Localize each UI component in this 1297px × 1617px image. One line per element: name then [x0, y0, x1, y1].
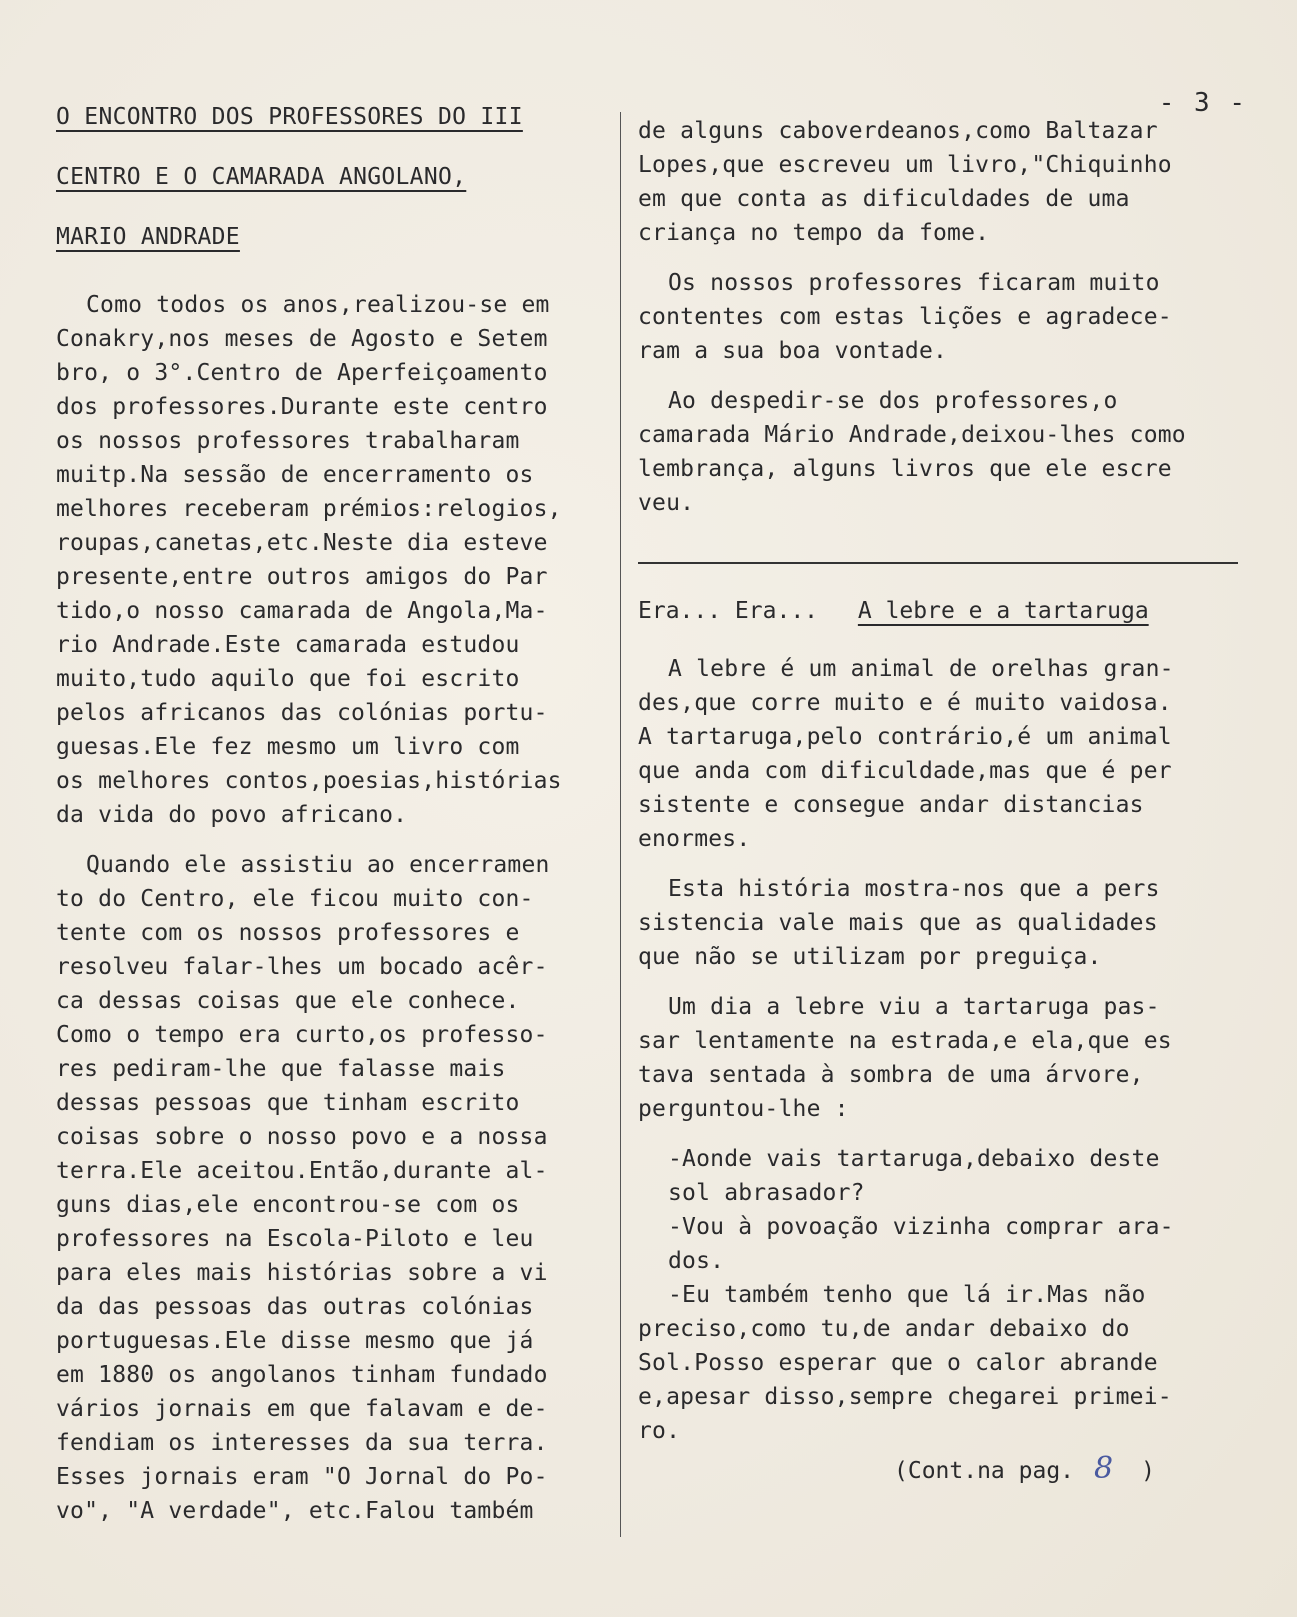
section-separator	[638, 562, 1238, 564]
story-paragraph: Um dia a lebre viu a tartaruga pas- sar lentamente na estrada,e ela,que es tava sentada à sombra de uma árvore, perguntou-lhe :	[638, 994, 1172, 1122]
continuation-prefix: (Cont.na pag.	[894, 1458, 1075, 1484]
right-column	[638, 114, 1258, 1488]
story-title: A lebre e a tartaruga	[857, 598, 1149, 624]
article-body	[56, 288, 616, 1528]
column-divider	[620, 112, 621, 1537]
dialogue-line: -Eu também tenho que lá ir.Mas não preciso,como tu,de andar debaixo do Sol.Posso esperar que o calor abrande e,apesar disso,sempre chegarei primei- ro.	[638, 1282, 1172, 1444]
continuation-suffix: )	[1141, 1458, 1155, 1484]
article-paragraph: Como todos os anos,realizou-se em Conakry,nos meses de Agosto e Setem bro, o 3°.Centro de Aperfeiçoamento dos professores.Durante este centro os nossos professores trabalharam muitp.Na sessão de encerramento os melhores receberam prémios:relogios, roupas,canetas,etc.Neste dia esteve presente,entre outros amigos do Par tido,o nosso camarada de Angola,Ma- rio Andrade.Este camarada estudou muito,tudo aquilo que foi escrito pelos africanos das colónias portu- guesas.Ele fez mesmo um livro com os melhores contos,poesias,histórias da vida do povo africano.	[56, 292, 562, 828]
story-paragraph: Esta história mostra-nos que a pers sistencia vale mais que as qualidades que não se utilizam por preguiça.	[638, 876, 1160, 970]
article-continuation-paragraph: Ao despedir-se dos professores,o camarada Mário Andrade,deixou-lhes como lembrança, alguns livros que ele escre veu.	[638, 388, 1186, 516]
story-heading	[638, 594, 1258, 628]
article-title	[56, 100, 616, 254]
page-number: - 3 -	[1158, 88, 1247, 118]
article-title-line-2: CENTRO E O CAMARADA ANGOLANO,	[56, 164, 467, 190]
continuation-note	[638, 1452, 1258, 1488]
dialogue-line: -Aonde vais tartaruga,debaixo deste sol abrasador?	[668, 1146, 1160, 1206]
story-paragraph: A lebre é um animal de orelhas gran- des,que corre muito e é muito vaidosa. A tartaruga,pelo contrário,é um animal que anda com dificuldade,mas que é per sistente e consegue andar distancias enormes.	[638, 656, 1174, 852]
left-column	[56, 100, 616, 1544]
story-era-label: Era... Era...	[638, 598, 819, 624]
article-paragraph: Quando ele assistiu ao encerramen to do Centro, ele ficou muito con- tente com os nossos professores e resolveu falar-lhes um bocado acêr- ca dessas coisas que ele conhece. Como o tempo era curto,os professo- res pediram-lhe que falasse mais dessas pessoas que tinham escrito coisas sobre o nosso povo e a nossa terra.Ele aceitou.Então,durante al- guns dias,ele encontrou-se com os professores na Escola-Piloto e leu para eles mais histórias sobre a vi da das pessoas das outras colónias portuguesas.Ele disse mesmo que já em 1880 os angolanos tinham fundado vários jornais em que falavam e de- fendiam os interesses da sua terra. Esses jornais eram "O Jornal do Po- vo", "A verdade", etc.Falou também	[56, 852, 550, 1524]
dialogue-line: -Vou à povoação vizinha comprar ara- dos.	[668, 1214, 1174, 1274]
article-title-line-3: MARIO ANDRADE	[56, 224, 240, 250]
story-dialogue	[638, 1142, 1258, 1278]
article-continuation-paragraph: de alguns caboverdeanos,como Baltazar Lopes,que escreveu um livro,"Chiquinho em que conta as dificuldades de uma criança no tempo da fome.	[638, 118, 1172, 246]
handwritten-page-number: 8	[1094, 1451, 1114, 1486]
article-title-line-1: O ENCONTRO DOS PROFESSORES DO III	[56, 104, 523, 130]
article-continuation-paragraph: Os nossos professores ficaram muito contentes com estas lições e agradece- ram a sua boa vontade.	[638, 270, 1172, 364]
